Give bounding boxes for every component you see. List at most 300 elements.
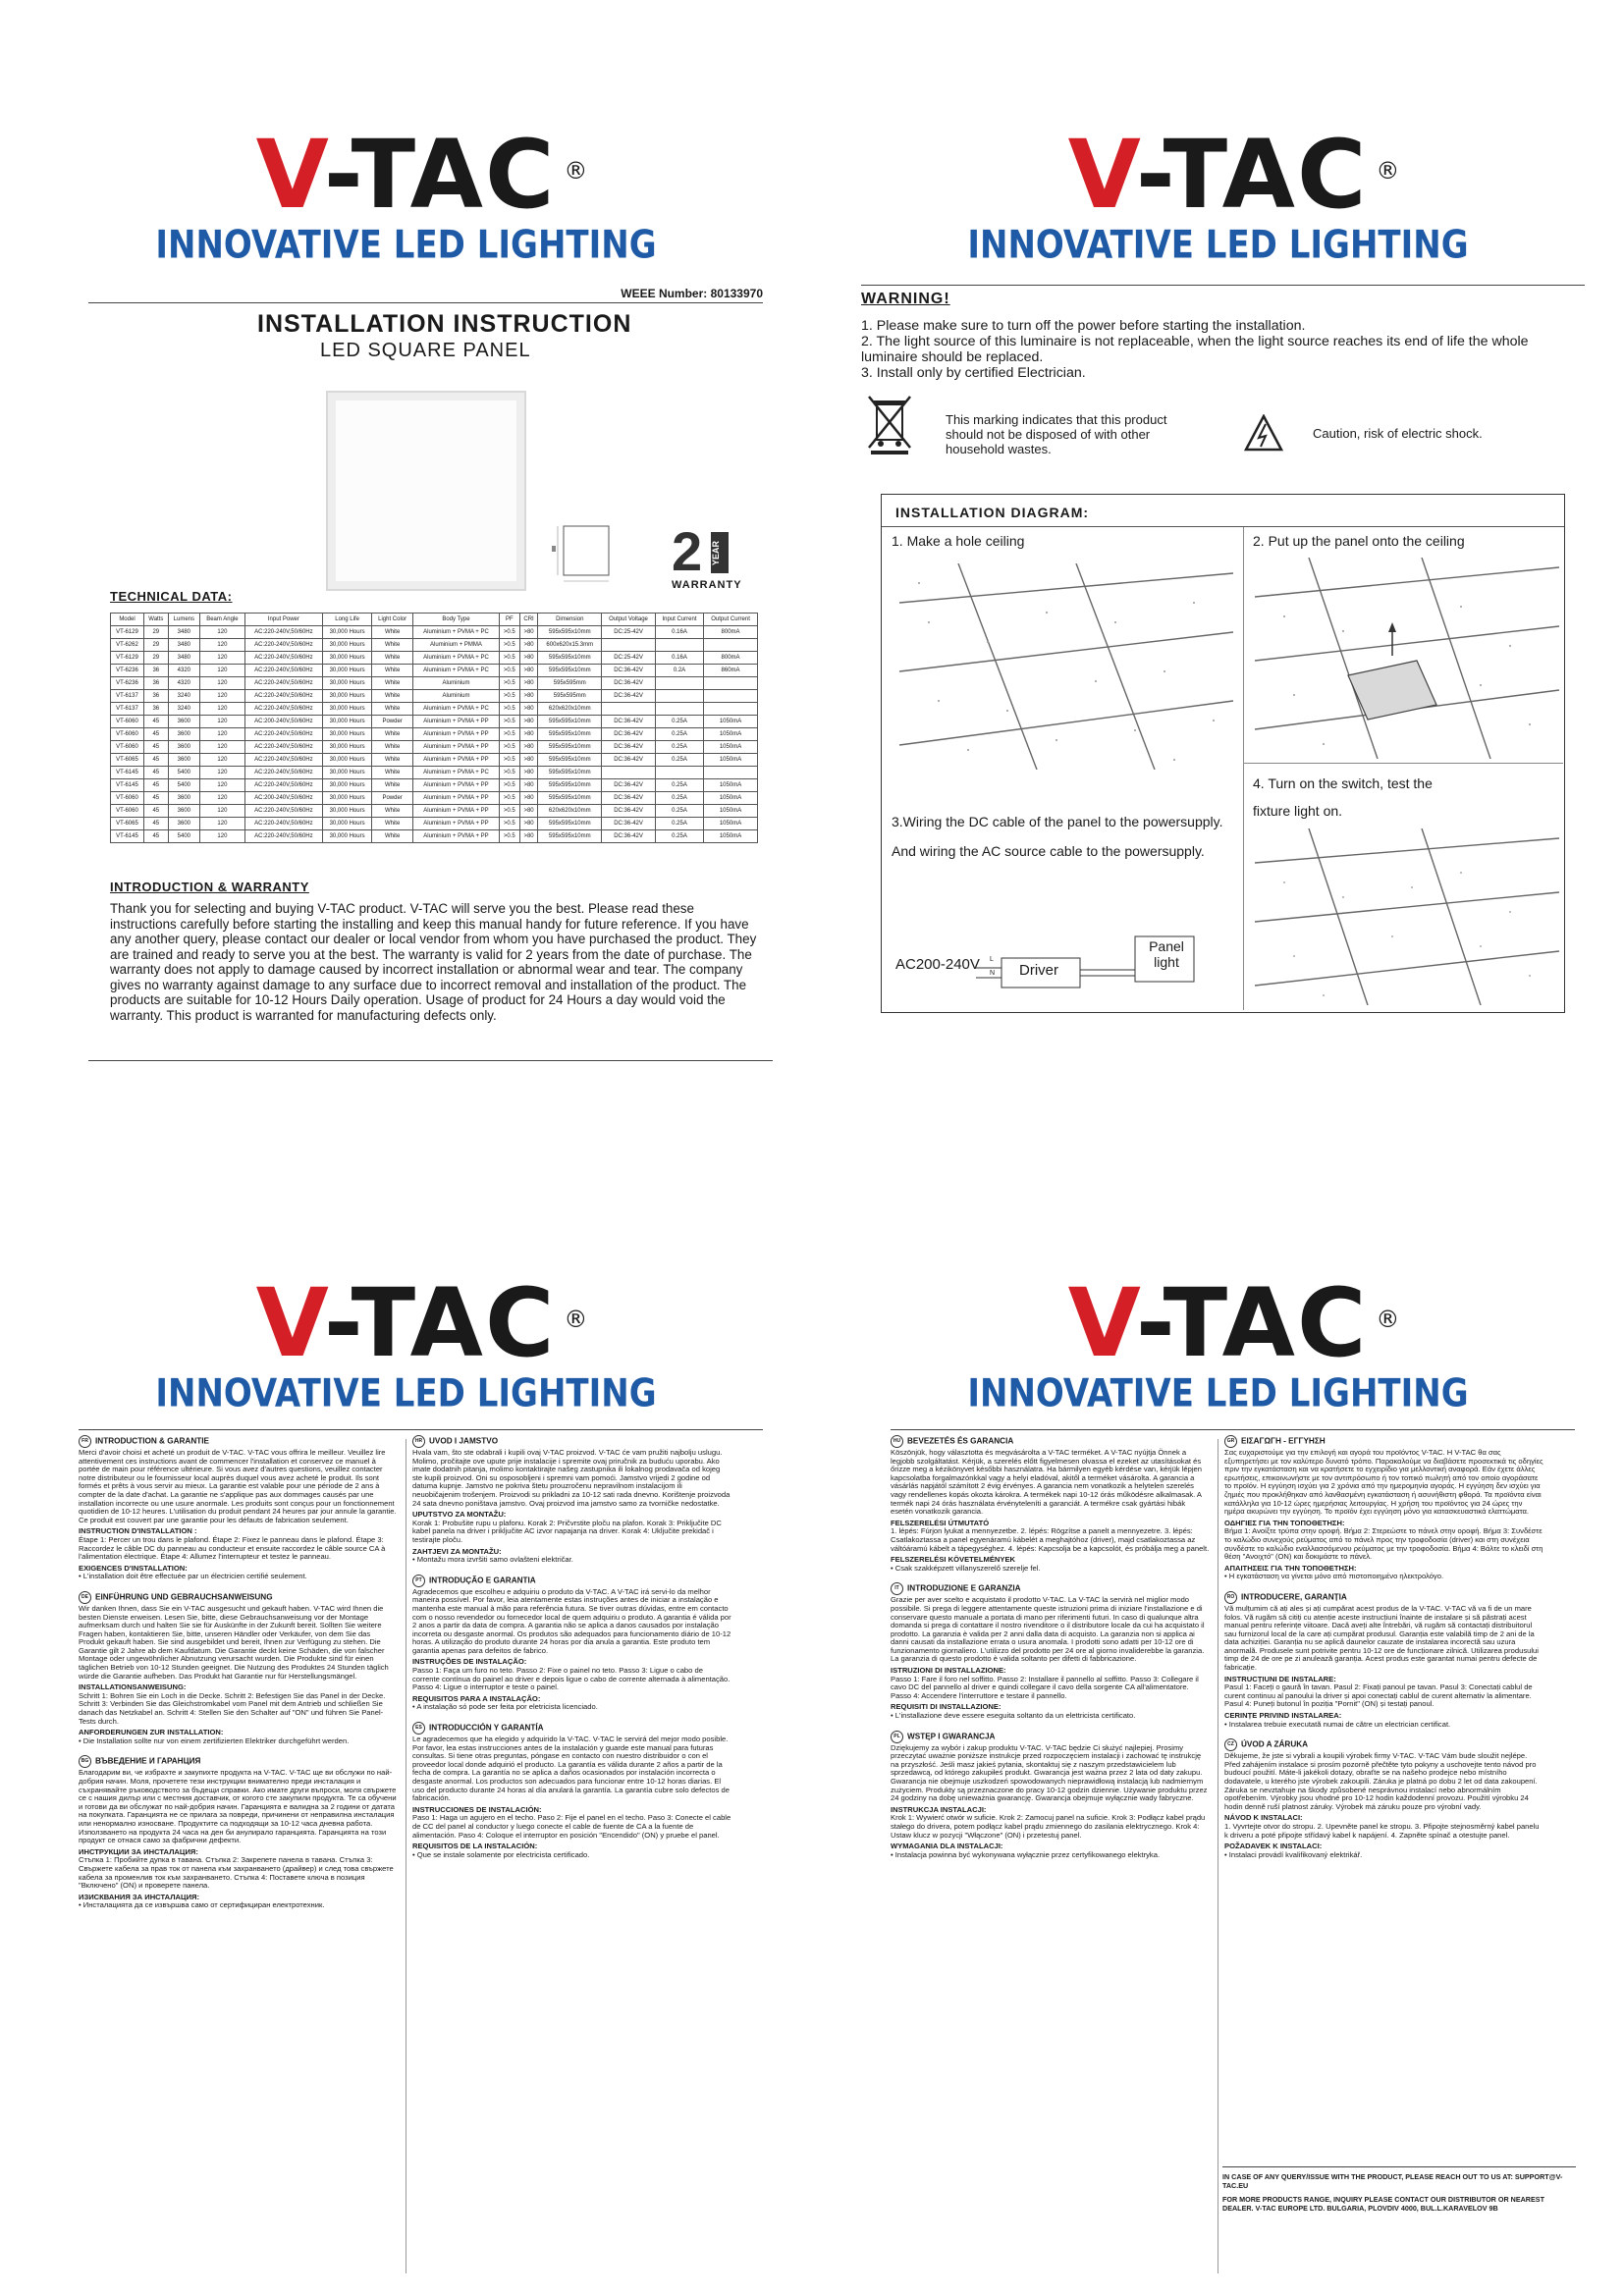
wiring-schematic xyxy=(895,927,1229,995)
table-row xyxy=(111,754,758,767)
table-cell: 595x595mm xyxy=(538,690,602,703)
subsection-heading: EXIGENCES D'INSTALLATION: xyxy=(79,1563,188,1573)
installation-steps: Стъпка 1: Пробийте дупка в тавана. Стъпка 2: Закрепете панела в тавана. Стъпка 3: Свържете кабела за прав ток от панела към захранването (драйвер) и след това свържете кабела за променлив ток към захранването. Стъпка 4: Поставете ключа в позиция "Включено" (ON) и проверете панела. xyxy=(79,1855,394,1891)
subsection-heading: ΟΔΗΓΙΕΣ ΓΙΑ ΤΗΝ ΤΟΠΟΘΕΤΗΣΗ: xyxy=(1224,1518,1345,1527)
table-cell: 3240 xyxy=(168,703,199,716)
table-cell: DC:36-42V xyxy=(602,665,656,677)
table-cell: VT-6129 xyxy=(111,652,144,665)
table-cell: 595x595x10mm xyxy=(538,626,602,639)
table-cell: Aluminium + PVMA + PP xyxy=(413,792,500,805)
section-heading xyxy=(1224,1738,1543,1751)
subsection-heading: FELSZERELÉSI KÖVETELMÉNYEK xyxy=(891,1555,1015,1565)
table-cell: 30,000 Hours xyxy=(322,767,371,779)
installation-steps: Pasul 1: Faceți o gaură în tavan. Pasul 2: Fixați panoul pe tavan. Pasul 3: Conectați cablul de curent continuu al panoului la driver și apoi conectați cablul de curent alternativ la alimentare. Pasul 4: Puneți butonul în poziția "Pornit" (ON) și testați panoul. xyxy=(1224,1682,1533,1709)
diagram-title: INSTALLATION DIAGRAM: xyxy=(895,505,1090,520)
subsection-heading: INSTRUÇÕES DE INSTALAÇÃO: xyxy=(412,1657,527,1667)
table-cell: 36 xyxy=(143,703,168,716)
table-cell: 45 xyxy=(143,728,168,741)
installation-requirement: • Инсталацията да се извършва само от сертифициран електротехник. xyxy=(79,1900,325,1910)
table-cell: 120 xyxy=(199,639,244,652)
table-cell: AC:220-240V,50/60Hz xyxy=(244,652,322,665)
section-heading xyxy=(891,1435,1210,1448)
table-row xyxy=(111,830,758,843)
table-cell: AC:200-240V,50/60Hz xyxy=(244,792,322,805)
section-heading xyxy=(79,1435,398,1448)
table-cell: >80 xyxy=(519,639,538,652)
table-cell: >0.5 xyxy=(499,677,519,690)
table-cell: 120 xyxy=(199,652,244,665)
table-cell: White xyxy=(372,805,413,818)
table-cell: Aluminium + PVMA + PC xyxy=(413,665,500,677)
section-title: INTRODUCCIÓN Y GARANTÍA xyxy=(429,1723,544,1733)
table-cell: Aluminium + PMMA xyxy=(413,639,500,652)
electric-shock-note: Caution, risk of electric shock. xyxy=(1313,426,1483,441)
divider xyxy=(891,1429,1575,1430)
installation-steps: Passo 1: Faça um furo no teto. Passo 2: Fixe o painel no teto. Passo 3: Ligue o cabo de corrente contínua do painel ao driver e depois ligue o cabo de corrente alternada à alimentação. Passo 4: Ligue o interruptor e teste o painel. xyxy=(412,1666,731,1692)
table-cell: 45 xyxy=(143,754,168,767)
installation-requirement: • L'installazione deve essere eseguita soltanto da un elettricista certificato. xyxy=(891,1711,1136,1721)
subsection-heading: ANFORDERUNGEN ZUR INSTALLATION: xyxy=(79,1728,224,1737)
table-cell: DC:36-42V xyxy=(602,741,656,754)
table-cell: >0.5 xyxy=(499,818,519,830)
table-cell: VT-6137 xyxy=(111,703,144,716)
installation-requirement: • Die Installation sollte nur von einem zertifizierten Elektriker durchgeführt werden. xyxy=(79,1735,350,1745)
table-cell: 45 xyxy=(143,716,168,728)
table-cell xyxy=(655,690,703,703)
table-cell: 800mA xyxy=(704,652,758,665)
table-cell: 4320 xyxy=(168,677,199,690)
registered-mark: ® xyxy=(1376,157,1402,185)
table-cell: >80 xyxy=(519,818,538,830)
table-row xyxy=(111,703,758,716)
table-cell: 620x620x10mm xyxy=(538,703,602,716)
column-header: Model xyxy=(111,614,144,626)
bottom-divider xyxy=(88,1060,773,1061)
table-cell: >0.5 xyxy=(499,830,519,843)
registered-mark: ® xyxy=(564,1306,590,1333)
table-cell: 45 xyxy=(143,779,168,792)
table-cell: VT-6129 xyxy=(111,626,144,639)
table-cell xyxy=(655,639,703,652)
table-cell: >80 xyxy=(519,665,538,677)
installation-steps: Schritt 1: Bohren Sie ein Loch in die Decke. Schritt 2: Befestigen Sie das Panel in der Decke. Schritt 3: Verbinden Sie das Gleichstromkabel vom Panel mit dem Antrieb und schließen Sie danach das Netzkabel an. Schritt 4: Stellen Sie den Schalter auf "ON" und führen Sie Panel-Tests durch. xyxy=(79,1690,386,1726)
logo-rest: -TAC xyxy=(1135,120,1369,230)
table-cell: Aluminium + PVMA + PP xyxy=(413,754,500,767)
table-cell: 30,000 Hours xyxy=(322,703,371,716)
installation-requirement: • Que se instale solamente por electricista certificado. xyxy=(412,1849,590,1859)
table-cell: >0.5 xyxy=(499,805,519,818)
table-cell: 1050mA xyxy=(704,830,758,843)
table-cell: 5400 xyxy=(168,830,199,843)
table-cell: Aluminium + PVMA + PC xyxy=(413,703,500,716)
divider xyxy=(79,1429,763,1430)
table-cell: DC:25-42V xyxy=(602,652,656,665)
table-cell: 120 xyxy=(199,741,244,754)
language-flag-icon: ES xyxy=(412,1722,425,1735)
table-cell: 0.25A xyxy=(655,741,703,754)
column-header: Lumens xyxy=(168,614,199,626)
column-header: PF xyxy=(499,614,519,626)
section-title: ВЪВЕДЕНИЕ И ГАРАНЦИЯ xyxy=(95,1757,201,1767)
table-cell: 3600 xyxy=(168,716,199,728)
language-flag-icon: CZ xyxy=(1224,1738,1237,1751)
table-cell: AC:220-240V,50/60Hz xyxy=(244,818,322,830)
table-cell: 595x595x10mm xyxy=(538,792,602,805)
table-cell: 36 xyxy=(143,677,168,690)
logo-rest: -TAC xyxy=(323,1268,557,1378)
language-section xyxy=(412,1435,731,1565)
table-cell: White xyxy=(372,779,413,792)
table-cell: 3600 xyxy=(168,818,199,830)
subsection-heading: INSTRUCTION D'INSTALLATION : xyxy=(79,1526,197,1536)
warranty-number: 2 xyxy=(672,520,703,582)
table-cell: >80 xyxy=(519,652,538,665)
table-cell: Aluminium + PVMA + PP xyxy=(413,779,500,792)
table-cell: Powder xyxy=(372,716,413,728)
subsection-heading: ИНСТРУКЦИИ ЗА ИНСТАЛАЦИЯ: xyxy=(79,1846,198,1856)
column-header: Dimension xyxy=(538,614,602,626)
table-cell xyxy=(655,703,703,716)
table-cell: 30,000 Hours xyxy=(322,639,371,652)
electric-shock-warning-icon xyxy=(1244,414,1283,454)
table-cell: 595x595x10mm xyxy=(538,716,602,728)
table-cell: 0.25A xyxy=(655,779,703,792)
installation-steps: Étape 1: Percer un trou dans le plafond. Étape 2: Fixez le panneau dans le plafond. Étape 3: Raccordez le câble DC du panneau au conducteur et ensuite raccordez le câble source CA à l'alimentation électrique. Étape 4: Allumez l'interrupteur et testez le panneau. xyxy=(79,1534,386,1562)
language-section xyxy=(1224,1591,1543,1729)
subsection-heading: INSTALLATIONSANWEISUNG: xyxy=(79,1682,187,1692)
table-cell: 3600 xyxy=(168,805,199,818)
table-cell: VT-6060 xyxy=(111,741,144,754)
technical-data-heading: TECHNICAL DATA: xyxy=(110,589,233,604)
table-cell: 120 xyxy=(199,690,244,703)
logo-rest: -TAC xyxy=(1135,1268,1369,1378)
table-row xyxy=(111,677,758,690)
section-heading xyxy=(891,1582,1210,1595)
table-cell: 595x595x10mm xyxy=(538,767,602,779)
table-row xyxy=(111,639,758,652)
table-cell: >80 xyxy=(519,767,538,779)
table-cell: 1050mA xyxy=(704,754,758,767)
lit-panel-illustration xyxy=(1255,828,1559,1005)
warranty-year: YEAR xyxy=(711,532,729,573)
table-row xyxy=(111,741,758,754)
table-cell: White xyxy=(372,830,413,843)
logo-v: V xyxy=(1067,1268,1136,1378)
table-cell: 45 xyxy=(143,792,168,805)
language-section xyxy=(1224,1435,1543,1581)
table-cell: 30,000 Hours xyxy=(322,741,371,754)
column-header: Light Color xyxy=(372,614,413,626)
section-title: BEVEZETÉS ÉS GARANCIA xyxy=(907,1436,1014,1446)
table-cell: 30,000 Hours xyxy=(322,665,371,677)
column-header: Input Current xyxy=(655,614,703,626)
table-cell: White xyxy=(372,703,413,716)
table-cell: >0.5 xyxy=(499,639,519,652)
column-header: Body Type xyxy=(413,614,500,626)
subsection-heading: REQUISITI DI INSTALLAZIONE: xyxy=(891,1702,1001,1712)
logo-rest: -TAC xyxy=(323,120,557,230)
table-body xyxy=(111,626,758,843)
table-cell: 29 xyxy=(143,626,168,639)
section-title: UVOD I JAMSTVO xyxy=(429,1436,499,1446)
table-cell xyxy=(704,703,758,716)
installation-steps: Βήμα 1: Ανοίξτε τρύπα στην οροφή. Βήμα 2: Στερεώστε το πάνελ στην οροφή. Βήμα 3: Συνδέστε το καλώδιο συνεχούς ρεύματος από το πάνελ προς την τροφοδοσία (driver) και στη συνέχεια συνδέστε το καλώδιο εναλλασσόμενου ρεύματος με την τροφοδοσία. Βήμα 4: Βάλτε το κλειδί στη θέση "Ανοιχτό" (ON) και δοκιμάστε το πάνελ. xyxy=(1224,1526,1543,1562)
table-cell: DC:36-42V xyxy=(602,690,656,703)
table-cell: AC:220-240V,50/60Hz xyxy=(244,728,322,741)
subsection-heading: INSTRUCCIONES DE INSTALACIÓN: xyxy=(412,1804,542,1814)
installation-steps: 1. Vyvrtejte otvor do stropu. 2. Upevněte panel ke stropu. 3. Připojte stejnosměrný kabel panelu k driveru a poté připojte střídavý kabel k napájení. 4. Zapněte spínač a otestujte panel. xyxy=(1224,1821,1540,1840)
table-cell: VT-6262 xyxy=(111,639,144,652)
installation-requirement: • A instalação só pode ser feita por eletricista licenciado. xyxy=(412,1702,598,1712)
table-cell: 3600 xyxy=(168,792,199,805)
language-column-right xyxy=(412,1435,731,1869)
table-cell: White xyxy=(372,767,413,779)
section-text: Agradecemos que escolheu e adquiriu o produto da V-TAC. A V-TAC irá servi-lo da melhor maneira possível. Por favor, leia atentamente estas instruções antes de iniciar a instalação e mantenha este manual à mão para referência futura. Se tiver outras dúvidas, entre em contacto com o nosso revendedor ou fornecedor local de quem adquiriu o produto. A garantia é válida por 2 anos a partir da data de compra. A garantia não se aplica a danos causados por instalação incorreta ou desgaste anormal. Os produtos são adequados para funcionamento diário de 10-12 horas. A utilização do produto durante 24 horas por dia anula a garantia. Este produto tem garantia apenas para defeitos de fabrico. xyxy=(412,1586,731,1655)
table-cell: VT-6065 xyxy=(111,754,144,767)
table-cell: AC:220-240V,50/60Hz xyxy=(244,665,322,677)
table-cell: 30,000 Hours xyxy=(322,792,371,805)
table-cell: Aluminium xyxy=(413,690,500,703)
table-cell: >0.5 xyxy=(499,716,519,728)
language-section xyxy=(79,1591,398,1746)
language-flag-icon: PT xyxy=(412,1575,425,1587)
table-cell: AC:220-240V,50/60Hz xyxy=(244,754,322,767)
subsection-heading: UPUTSTVO ZA MONTAŽU: xyxy=(412,1510,507,1520)
logo-v: V xyxy=(1067,120,1136,230)
table-row xyxy=(111,805,758,818)
subsection-heading: ISTRUZIONI DI INSTALLAZIONE: xyxy=(891,1666,1006,1676)
section-heading xyxy=(79,1591,398,1604)
neutral-label: N xyxy=(990,970,996,977)
table-cell xyxy=(704,677,758,690)
table-cell: Aluminium xyxy=(413,677,500,690)
weee-number: WEEE Number: 80133970 xyxy=(621,287,763,300)
language-flag-icon: GR xyxy=(1224,1435,1237,1448)
table-row xyxy=(111,665,758,677)
logo-v: V xyxy=(255,120,324,230)
subsection-heading: FELSZERELÉSI ÚTMUTATÓ xyxy=(891,1518,990,1527)
table-cell: 5400 xyxy=(168,779,199,792)
table-cell: White xyxy=(372,754,413,767)
warning-list xyxy=(861,318,1578,381)
table-cell: 1050mA xyxy=(704,805,758,818)
installation-requirement: • Η εγκατάσταση να γίνεται μόνο από πιστοποιημένο ηλεκτρολόγο. xyxy=(1224,1572,1444,1581)
two-year-warranty-badge xyxy=(672,520,744,591)
table-cell: 120 xyxy=(199,792,244,805)
table-cell: White xyxy=(372,626,413,639)
section-title: INTRODUCTION & GARANTIE xyxy=(95,1436,209,1446)
section-title: EINFÜHRUNG UND GEBRAUCHSANWEISUNG xyxy=(95,1592,273,1602)
table-cell: >80 xyxy=(519,677,538,690)
language-flag-icon: DE xyxy=(79,1591,91,1604)
language-section xyxy=(79,1435,398,1581)
table-cell: >0.5 xyxy=(499,652,519,665)
installation-steps: Krok 1: Wywierć otwór w suficie. Krok 2: Zamocuj panel na suficie. Krok 3: Podłącz kabel prądu stałego do drivera, potem podłącz kabel prądu zmiennego do zasilania elektrycznego. Krok 4: Ustaw klucz w pozycji "Włączone" (ON) i przetestuj panel. xyxy=(891,1813,1206,1840)
step-1-label: 1. Make a hole ceiling xyxy=(892,533,1025,549)
diagram-divider xyxy=(882,526,1564,527)
table-cell: 595x595x10mm xyxy=(538,652,602,665)
ac-source-label: AC200-240V xyxy=(895,956,980,973)
page-3 xyxy=(0,1148,812,2296)
subsection-heading: ZAHTJEVI ZA MONTAŽU: xyxy=(412,1546,502,1556)
table-cell: 30,000 Hours xyxy=(322,754,371,767)
table-cell: 0.25A xyxy=(655,754,703,767)
installation-steps: Korak 1: Probušite rupu u plafonu. Korak 2: Pričvrstite ploču na plafon. Korak 3: Priključite DC kabel panela na driver i priključite AC izvor napajanja na driver. Korak 4: Uključite prekidač i testirajte ploču. xyxy=(412,1518,722,1544)
table-header-row xyxy=(111,614,758,626)
table-cell: DC:36-42V xyxy=(602,716,656,728)
table-cell: 30,000 Hours xyxy=(322,690,371,703)
table-cell: >80 xyxy=(519,754,538,767)
table-cell: 120 xyxy=(199,677,244,690)
table-cell: 45 xyxy=(143,741,168,754)
support-footer xyxy=(1222,2173,1576,2213)
table-cell: 595x595x10mm xyxy=(538,741,602,754)
table-row xyxy=(111,728,758,741)
table-cell xyxy=(655,677,703,690)
step-2-label: 2. Put up the panel onto the ceiling xyxy=(1253,533,1465,549)
line-label: L xyxy=(990,956,994,963)
table-cell: >80 xyxy=(519,703,538,716)
section-text: Σας ευχαριστούμε για την επιλογή και αγορά του προϊόντος V-TAC. Η V-TAC θα σας εξυπηρετήσει με τον καλύτερο δυνατό τρόπο. Παρακαλούμε να διαβάσετε προσεκτικά τις οδηγίες πριν την εγκατάσταση και να κρατήσετε το εγχειρίδιο για μελλοντική αναφορά. Εάν έχετε άλλες ερωτήσεις, επικοινωνήστε με τον αντιπρόσωπο ή τον τοπικό πωλητή από τον οποίο αγοράσατε το προϊόν. Η εγγύηση ισχύει για 2 χρόνια από την ημερομηνία αγοράς. Η εγγύηση δεν ισχύει για ζημιές που προκλήθηκαν από λανθασμένη εγκατάσταση ή ασυνήθιστη φθορά. Τα προϊόντα είναι κατάλληλα για 10-12 ώρες ημερήσιας λειτουργίας. Η χρήση του προϊόντος για 24 ώρες την ημέρα ακυρώνει την εγγύηση. Το προϊόν έχει εγγύηση μόνο για κατασκευαστικά ελαττώματα. xyxy=(1224,1448,1543,1517)
section-heading xyxy=(412,1575,731,1587)
table-cell: 0.16A xyxy=(655,652,703,665)
table-cell: DC:36-42V xyxy=(602,830,656,843)
table-cell: 30,000 Hours xyxy=(322,652,371,665)
table-cell: 0.16A xyxy=(655,626,703,639)
table-cell: VT-6060 xyxy=(111,716,144,728)
ceiling-hole-illustration xyxy=(899,563,1233,770)
table-cell: >0.5 xyxy=(499,792,519,805)
table-cell: 3480 xyxy=(168,626,199,639)
table-cell: 3480 xyxy=(168,639,199,652)
table-cell: Aluminium + PVMA + PC xyxy=(413,767,500,779)
table-cell: >80 xyxy=(519,626,538,639)
table-cell: 1050mA xyxy=(704,818,758,830)
warning-item: 2. The light source of this luminaire is not replaceable, when the light source reaches its end of life the whole luminaire should be replaced. xyxy=(861,334,1529,365)
table-cell: 30,000 Hours xyxy=(322,728,371,741)
warning-item: 1. Please make sure to turn off the power before starting the installation. xyxy=(861,318,1306,334)
table-cell: White xyxy=(372,665,413,677)
table-cell: 30,000 Hours xyxy=(322,818,371,830)
table-cell: Aluminium + PVMA + PP xyxy=(413,728,500,741)
table-cell: 0.25A xyxy=(655,818,703,830)
table-cell: AC:220-240V,50/60Hz xyxy=(244,779,322,792)
table-cell: 120 xyxy=(199,728,244,741)
weee-disposal-note: This marking indicates that this product should not be disposed of with other household wastes. xyxy=(946,412,1167,456)
table-cell: 595x595x10mm xyxy=(538,728,602,741)
table-cell: 595x595x10mm xyxy=(538,830,602,843)
subsection-heading: POŽADAVEK K INSTALACI: xyxy=(1224,1842,1323,1851)
table-cell: VT-6236 xyxy=(111,665,144,677)
subsection-heading: ИЗИСКВАНИЯ ЗА ИНСТАЛАЦИЯ: xyxy=(79,1892,200,1901)
logo-tagline: INNOVATIVE LED LIGHTING xyxy=(967,223,1469,268)
table-cell: 30,000 Hours xyxy=(322,716,371,728)
table-cell: AC:220-240V,50/60Hz xyxy=(244,639,322,652)
driver-label: Driver xyxy=(1019,962,1058,979)
table-cell: DC:25-42V xyxy=(602,626,656,639)
table-cell: VT-6145 xyxy=(111,830,144,843)
column-header: Input Power xyxy=(244,614,322,626)
section-title: INTRODUZIONE E GARANZIA xyxy=(907,1583,1021,1593)
table-row xyxy=(111,652,758,665)
table-cell: Aluminium + PVMA + PP xyxy=(413,830,500,843)
step-3-label: 3.Wiring the DC cable of the panel to the powersupply. And wiring the AC source cable to the powersupply. xyxy=(892,814,1223,859)
crossed-bin-icon xyxy=(867,395,912,455)
intro-warranty-text: Thank you for selecting and buying V-TAC product. V-TAC will serve you the best. Please read these instructions carefully before starting the installing and keep this manual handy for future reference. If you have any another query, please contact our dealer or local vendor from whom you have purchased the product. They are trained and ready to serve you at the best. The warranty is valid for 2 years from the date of purchase. The warranty does not apply to damage caused by incorrect installation or abnormal wear and tear. The company gives no warranty against damage to any surface due to incorrect removal and installation of the product. The products are suitable for 10-12 Hours Daily operation. Usage of product for 24 Hours a day would void the warranty. This product is warranted for manufacturing defects only. xyxy=(110,901,757,1023)
table-cell: 595x595mm xyxy=(538,677,602,690)
led-panel-image xyxy=(326,391,526,591)
section-heading xyxy=(891,1731,1210,1743)
panel-dimension-diagram xyxy=(550,520,613,589)
brand-logo xyxy=(0,1268,812,1416)
table-cell: 0.25A xyxy=(655,792,703,805)
table-cell: >80 xyxy=(519,741,538,754)
subsection-heading: REQUISITOS DE LA INSTALACIÓN: xyxy=(412,1842,538,1851)
divider xyxy=(88,302,763,303)
table-cell: 1050mA xyxy=(704,792,758,805)
document-title: INSTALLATION INSTRUCTION xyxy=(257,310,632,338)
table-cell: 45 xyxy=(143,818,168,830)
section-text: Merci d'avoir choisi et acheté un produit de V-TAC. V-TAC vous offrira le meilleur. Veuillez lire attentivement ces instructions avant de commencer l'installation et conservez ce manuel à portée de main pour référence ultérieure. Si vous avez d'autres questions, veuillez contacter notre distributeur ou le fournisseur local auprès duquel vous avez acheté le produit. Ils sont formés et prêts à vous servir au mieux. La garantie est valable pour une période de 2 ans à compter de la date d'achat. La garantie ne s'applique pas aux dommages causés par une installation incorrecte ou une usure anormale. Les produits sont conçus pour un fonctionnement quotidien de 10-12 heures. L'utilisation du produit pendant 24 heures par jour annule la garantie. Ce produit est couvert par une garantie pour les défauts de fabrication seulement. xyxy=(79,1448,397,1524)
subsection-heading: WYMAGANIA DLA INSTALACJI: xyxy=(891,1842,1003,1851)
panel-mount-illustration xyxy=(1255,558,1559,759)
table-cell xyxy=(602,703,656,716)
table-cell: >80 xyxy=(519,728,538,741)
table-cell: AC:220-240V,50/60Hz xyxy=(244,626,322,639)
table-cell: 1050mA xyxy=(704,779,758,792)
warning-item: 3. Install only by certified Electrician. xyxy=(861,365,1086,381)
table-cell: DC:36-42V xyxy=(602,754,656,767)
table-row xyxy=(111,690,758,703)
language-column-right xyxy=(1224,1435,1543,1869)
subsection-heading: NÁVOD K INSTALACI: xyxy=(1224,1813,1303,1823)
section-text: Děkujeme, že jste si vybrali a koupili výrobek firmy V-TAC. V-TAC Vám bude sloužit nejlépe. Před zahájením instalace si prosím pozorně přečtěte tyto pokyny a uschovejte tento návod pro budoucí použití. Máte-li jakékoli dotazy, obraťte se na našeho prodejce nebo místního dodavatele, u kterého jste výrobek zakoupili. Záruka je platná po dobu 2 let od data zakoupení. Záruka se nevztahuje na škody způsobené nesprávnou instalací nebo abnormálním opotřebením. Výrobky jsou vhodné pro 10-12 hodin každodenní provozu. Použití výrobku 24 hodin denně ruší platnost záruky. Výrobek má záruku pouze pro výrobní vady. xyxy=(1224,1751,1538,1811)
distributor-contact: FOR MORE PRODUCTS RANGE, INQUIRY PLEASE CONTACT OUR DISTRIBUTOR OR NEAREST DEALER. V-TAC EUROPE LTD. BULGARIA, PLOVDIV 4000, BUL.L.KARAVELOV 9B xyxy=(1222,2195,1544,2213)
table-cell: VT-6060 xyxy=(111,792,144,805)
brand-logo xyxy=(812,1268,1624,1416)
language-section xyxy=(1224,1738,1543,1859)
support-contact: IN CASE OF ANY QUERY/ISSUE WITH THE PRODUCT, PLEASE REACH OUT TO US AT: SUPPORT@V-TAC.EU xyxy=(1222,2172,1563,2190)
language-section xyxy=(891,1435,1210,1573)
registered-mark: ® xyxy=(564,157,590,185)
table-row xyxy=(111,626,758,639)
language-flag-icon: BG xyxy=(79,1755,91,1768)
table-cell xyxy=(655,767,703,779)
table-cell: VT-6145 xyxy=(111,767,144,779)
table-cell: 120 xyxy=(199,626,244,639)
table-cell: 30,000 Hours xyxy=(322,677,371,690)
warranty-label: WARRANTY xyxy=(672,579,742,591)
table-cell: 800mA xyxy=(704,626,758,639)
table-cell: White xyxy=(372,818,413,830)
table-row xyxy=(111,818,758,830)
table-cell: 36 xyxy=(143,690,168,703)
table-cell: DC:36-42V xyxy=(602,805,656,818)
table-cell: Powder xyxy=(372,792,413,805)
table-cell: 1050mA xyxy=(704,716,758,728)
table-cell: >0.5 xyxy=(499,754,519,767)
table-cell: 36 xyxy=(143,665,168,677)
table-cell: 45 xyxy=(143,805,168,818)
table-cell: 595x595x10mm xyxy=(538,779,602,792)
column-header: Watts xyxy=(143,614,168,626)
installation-requirement: • L'installation doit être effectuée par un électricien certifié seulement. xyxy=(79,1572,307,1581)
table-cell: 1050mA xyxy=(704,741,758,754)
logo-tagline: INNOVATIVE LED LIGHTING xyxy=(155,223,657,268)
table-cell: 0.25A xyxy=(655,728,703,741)
table-cell: >0.5 xyxy=(499,626,519,639)
table-cell xyxy=(704,767,758,779)
